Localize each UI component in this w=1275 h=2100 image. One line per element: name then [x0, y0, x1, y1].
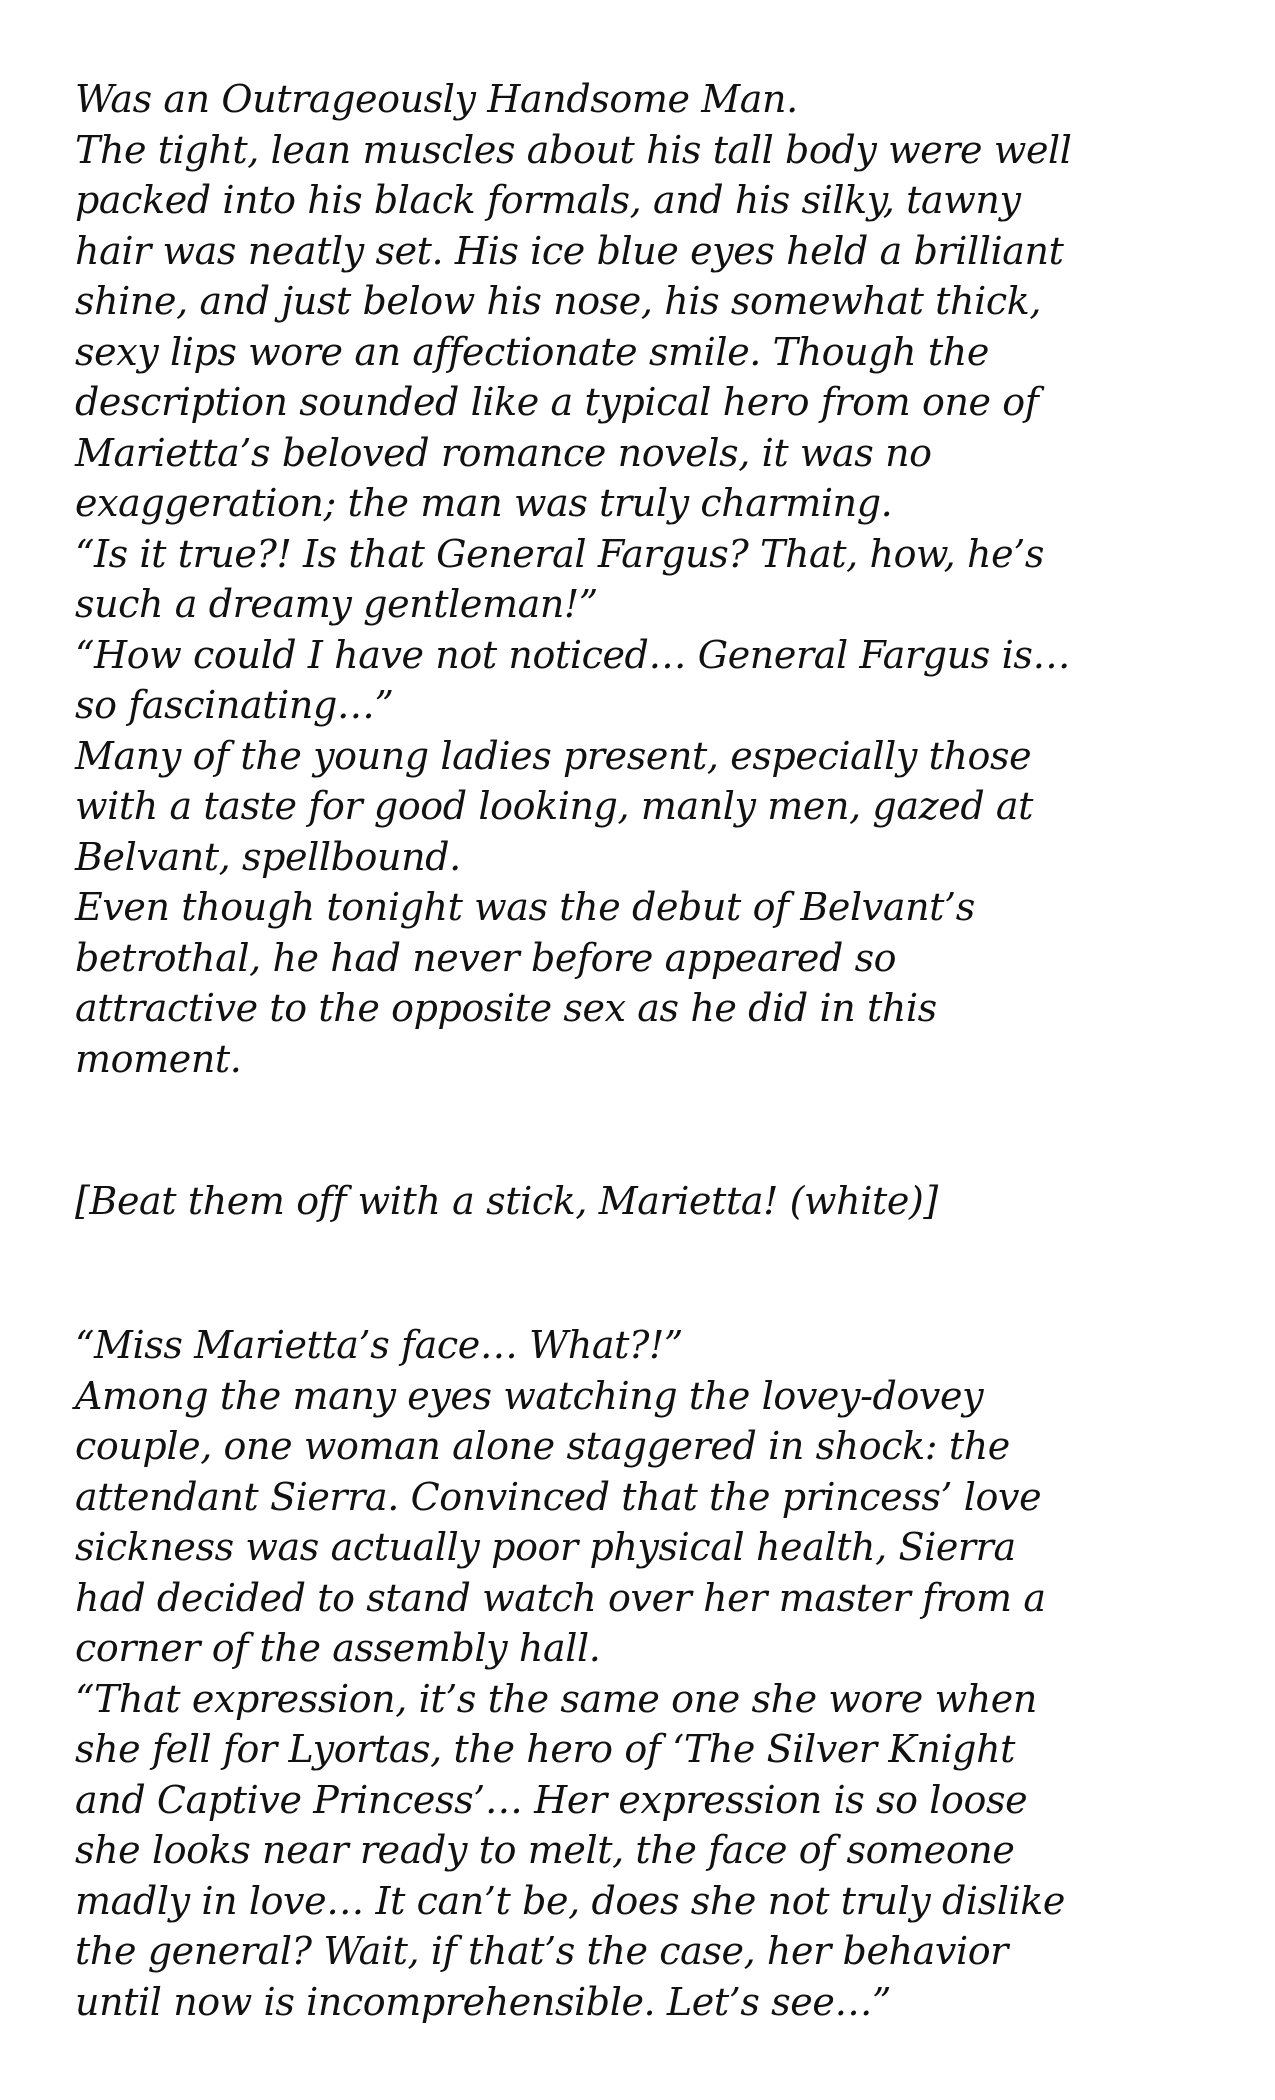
paragraph: “That expression, it’s the same one she wore when she fell for Lyortas, the hero of ‘The Silver Knight and Captive Princess’… Her expression is so loose she looks near ready to melt, the face of someone madly in love… It can’t be, does she not truly dislike the general? Wait, if that’s the case, her behavior until now is incomprehensible. Let’s see…” [75, 1676, 1065, 2024]
paragraph: Even though tonight was the debut of Belvant’s betrothal, he had never before appeared so attractive to the opposite sex as he did in this moment. [75, 885, 975, 1081]
text-section-1 [75, 74, 1225, 1084]
note-paragraph: [Beat them off with a stick, Marietta! (white)] [75, 1179, 938, 1223]
paragraph: Was an Outrageously Handsome Man. [75, 77, 798, 121]
text-section-2 [75, 1176, 1225, 1227]
text-section-3 [75, 1320, 1225, 2027]
paragraph: “How could I have not noticed… General Fargus is… so fascinating…” [75, 632, 1071, 727]
paragraph: Many of the young ladies present, especially those with a taste for good looking, manly men, gazed at Belvant, spellbound. [75, 733, 1034, 879]
paragraph: Among the many eyes watching the lovey-dovey couple, one woman alone staggered in shock: the attendant Sierra. Convinced that the princess’ love sickness was actually poor physical health, Sierra had decided to stand watch over her master from a corner of the assembly hall. [75, 1373, 1046, 1670]
paragraph: “Is it true?! Is that General Fargus? That, how, he’s such a dreamy gentleman!” [75, 531, 1044, 626]
paragraph: “Miss Marietta’s face… What?!” [75, 1323, 683, 1367]
paragraph: The tight, lean muscles about his tall body were well packed into his black formals, and his silky, tawny hair was neatly set. His ice blue eyes held a brilliant shine, and just below his nose, his somewhat thick, sexy lips wore an affectionate smile. Though the description sounded like a typical hero from one of Marietta’s beloved romance novels, it was no exaggeration; the man was truly charming. [75, 127, 1072, 525]
